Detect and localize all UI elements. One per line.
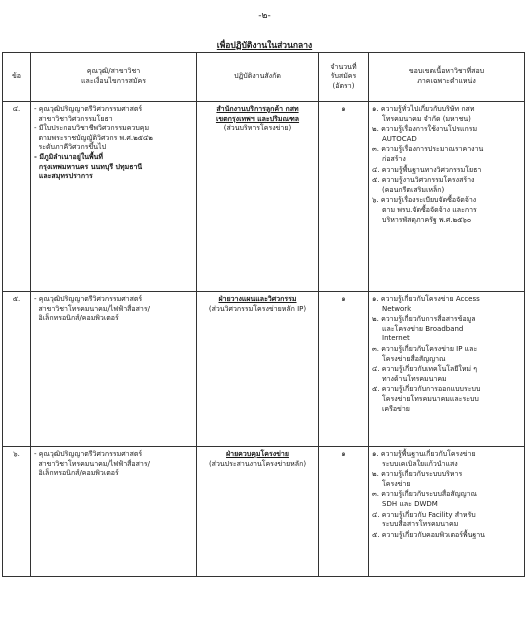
scope-line: โครงข่าย: [382, 479, 411, 488]
qualification-line: อิเล็กทรอนิกส์/คอมพิวเตอร์: [34, 314, 119, 323]
scope-line: ๕. ความรู้เกี่ยวกับคอมพิวเตอร์พื้นฐาน: [372, 530, 485, 539]
header-count-line: รับสมัคร: [330, 72, 357, 81]
scope-cell: [369, 102, 525, 292]
scope-line: ระบบสื่อสารโทรคมนาคม: [382, 520, 459, 529]
qualification-line: อิเล็กทรอนิกส์/คอมพิวเตอร์: [34, 469, 119, 478]
scope-line: SDH และ DWDM: [382, 499, 438, 508]
qualification-line: สาขาวิชาโทรคมนาคม/ไฟฟ้าสื่อสาร/: [34, 459, 150, 468]
scope-cell: [369, 447, 525, 577]
header-qualification-line: และเงื่อนไขการสมัคร: [81, 77, 146, 85]
scope-line: ๒. ความรู้เกี่ยวกับการสื่อสารข้อมูล: [372, 315, 476, 324]
position-count: ๑: [319, 102, 369, 292]
unit-subdivision: (ส่วนประสานงานโครงข่ายหลัก): [208, 459, 307, 468]
section-heading: เพื่อปฏิบัติงานในส่วนกลาง: [216, 41, 313, 51]
scope-line: และโครงข่าย Broadband: [382, 324, 464, 333]
scope-line: บริหารพัสดุภาครัฐ พ.ศ.๒๕๖๐: [382, 215, 472, 224]
qualification-line: - คุณวุฒิปริญญาตรีวิศวกรรมศาสตร์: [34, 105, 143, 113]
scope-item: [372, 145, 521, 164]
qualification-cell: [31, 447, 197, 577]
scope-item: [372, 295, 521, 314]
scope-item: [372, 490, 521, 509]
scope-item: [372, 365, 521, 384]
scope-line: ตาม พรบ.จัดซื้อจัดจ้าง และการ: [382, 205, 477, 214]
unit-name: สำนักงานบริการลูกค้า กสท: [216, 105, 299, 113]
qualification-cell: [31, 102, 197, 292]
scope-line: ๒. ความรู้เกี่ยวกับระบบบริหาร: [372, 470, 463, 479]
scope-line: ๔. ความรู้พื้นฐานทางวิศวกรรมโยธา: [372, 165, 482, 174]
scope-line: Internet: [382, 334, 410, 343]
table-row: [3, 447, 525, 577]
scope-line: เครือข่าย: [382, 404, 410, 413]
position-count: ๑: [319, 447, 369, 577]
scope-item: [372, 125, 521, 144]
qualification-line: ตามพระราชบัญญัติวิศวกร พ.ศ.๒๕๔๒: [34, 133, 153, 142]
scope-item: [372, 105, 521, 124]
scope-line: ๖. ความรู้เรื่องระเบียบจัดซื้อจัดจ้าง: [372, 196, 477, 205]
scope-line: ๑. ความรู้พื้นฐานเกี่ยวกับโครงข่าย: [372, 450, 476, 458]
header-count-line: จำนวนที่: [330, 62, 357, 71]
scope-cell: [369, 292, 525, 447]
table-header-row: [3, 53, 525, 102]
scope-line: ๓. ความรู้เรื่องการประมาณราคางาน: [372, 145, 484, 154]
scope-item: [372, 470, 521, 489]
header-count-line: (อัตรา): [332, 81, 355, 90]
qualification-cell: [31, 292, 197, 447]
scope-line: ก่อสร้าง: [382, 154, 406, 163]
scope-item: [372, 345, 521, 364]
header-scope-line: ภาคเฉพาะตำแหน่ง: [417, 77, 476, 85]
row-number: ๕.: [3, 292, 31, 447]
qualification-line: - มีใบประกอบวิชาชีพวิศวกรรมควบคุม: [34, 124, 150, 133]
unit-name: ฝ่ายควบคุมโครงข่าย: [226, 450, 289, 458]
header-unit: ปฏิบัติงานสังกัด: [197, 53, 319, 102]
header-qualification-line: คุณวุฒิ/สาขาวิชา: [86, 67, 141, 76]
scope-line: ๔. ความรู้เกี่ยวกับเทคโนโลยีใหม่ ๆ: [372, 365, 478, 374]
unit-name: ฝ่ายวางแผนและวิศวกรรม: [218, 295, 297, 303]
qualification-line: - คุณวุฒิปริญญาตรีวิศวกรรมศาสตร์: [34, 295, 143, 303]
scope-item: [372, 385, 521, 414]
qualification-line: - คุณวุฒิปริญญาตรีวิศวกรรมศาสตร์: [34, 450, 143, 458]
scope-line: โครงข่ายโทรคมนาคมและระบบ: [382, 394, 479, 403]
scope-line: Network: [382, 304, 412, 313]
scope-line: ระบบเคเบิลใยแก้วนำแสง: [382, 459, 458, 468]
qualification-line: ระดับภาคีวิศวกรขึ้นไป: [34, 143, 107, 152]
scope-line: ทางด้านโทรคมนาคม: [382, 374, 447, 383]
scope-line: ๒. ความรู้เรื่องการใช้งานโปรแกรม: [372, 125, 478, 134]
scope-item: [372, 176, 521, 195]
qualification-line: สาขาวิชาวิศวกรรมโยธา: [34, 114, 113, 123]
unit-subdivision: (ส่วนวิศวกรรมโครงข่ายหลัก IP): [208, 304, 307, 313]
qualification-condition-line: และสมุทรปราการ: [34, 172, 93, 181]
unit-name: เขตกรุงเทพฯ และปริมณฑล: [215, 114, 300, 123]
scope-line: โทรคมนาคม จำกัด (มหาชน): [382, 114, 471, 123]
scope-line: ๑. ความรู้ทั่วไปเกี่ยวกับบริษัท กสท: [372, 105, 475, 113]
scope-line: AUTOCAD: [382, 134, 417, 143]
scope-item: [372, 531, 521, 541]
scope-line: โครงข่ายสื่อสัญญาณ: [382, 354, 446, 363]
row-number: ๔.: [3, 102, 31, 292]
scope-line: (คอนกรีตเสริมเหล็ก): [382, 185, 445, 194]
scope-line: ๔. ความรู้เกี่ยวกับ Facility สำหรับ: [372, 510, 476, 519]
header-count: [319, 53, 369, 102]
scope-item: [372, 315, 521, 344]
row-number: ๖.: [3, 447, 31, 577]
header-no: ข้อ: [3, 53, 31, 102]
position-count: ๑: [319, 292, 369, 447]
qualification-condition-line: - มีภูมิลำเนาอยู่ในพื้นที่: [34, 152, 104, 161]
scope-line: ๑. ความรู้เกี่ยวกับโครงข่าย Access: [372, 295, 480, 303]
header-scope: [369, 53, 525, 102]
qualification-condition-line: กรุงเทพมหานคร นนทบุรี ปทุมธานี: [34, 162, 143, 171]
scope-line: ๓. ความรู้เกี่ยวกับระบบสื่อสัญญาณ: [372, 490, 478, 499]
header-scope-line: ขอบเขตเนื้อหาวิชาที่สอบ: [408, 67, 485, 76]
scope-line: ๕. ความรู้เกี่ยวกับการออกแบบระบบ: [372, 385, 481, 394]
scope-line: ๕. ความรู้งานวิศวกรรมโครงสร้าง: [372, 176, 475, 185]
unit-subdivision: (ส่วนบริหารโครงข่าย): [223, 124, 292, 133]
scope-item: [372, 450, 521, 469]
scope-line: ๓. ความรู้เกี่ยวกับโครงข่าย IP และ: [372, 344, 478, 353]
qualification-line: สาขาวิชาโทรคมนาคม/ไฟฟ้าสื่อสาร/: [34, 304, 150, 313]
position-table: [2, 52, 525, 577]
table-row: [3, 292, 525, 447]
unit-cell: [197, 292, 319, 447]
unit-cell: [197, 102, 319, 292]
header-qualification: [31, 53, 197, 102]
scope-item: [372, 511, 521, 530]
unit-cell: [197, 447, 319, 577]
scope-item: [372, 166, 521, 176]
table-row: [3, 102, 525, 292]
page-number: -๒-: [258, 11, 271, 21]
scope-item: [372, 196, 521, 225]
